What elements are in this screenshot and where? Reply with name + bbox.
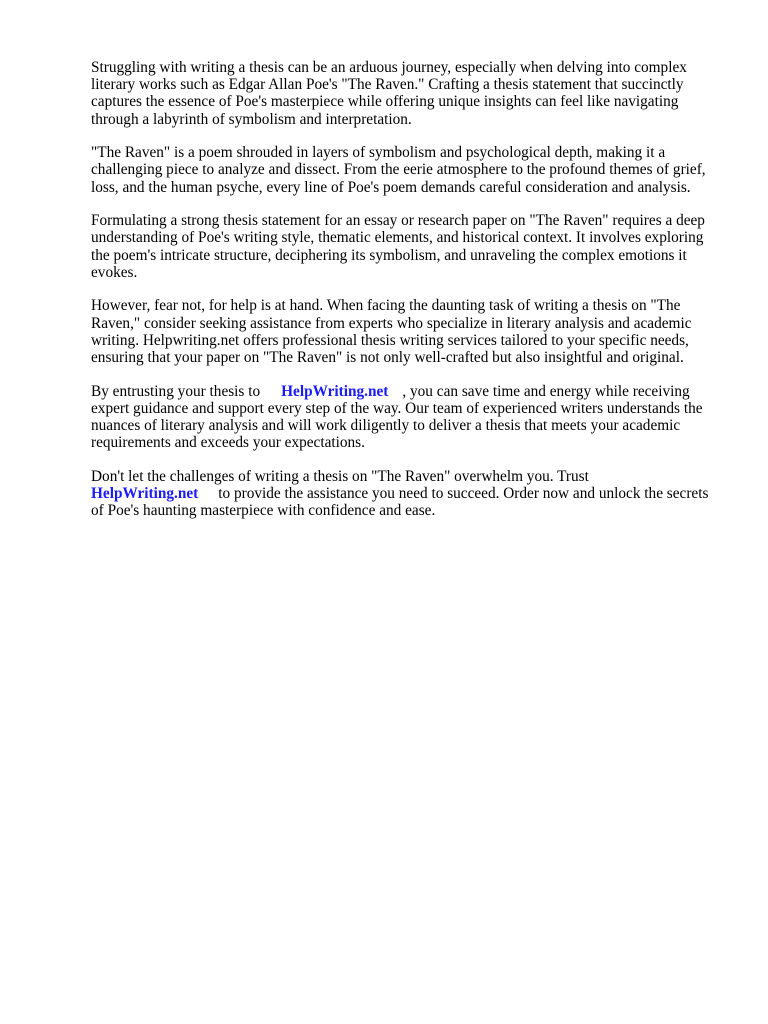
cta-text-after: to provide the assistance you need to succeed. Order now and unlock the secrets of Poe's haunting masterpiece with confidence and ease. xyxy=(91,485,709,520)
cta-text-before: Don't let the challenges of writing a thesis on "The Raven" overwhelm you. Trust xyxy=(91,467,589,485)
paragraph-raven-description: "The Raven" is a poem shrouded in layers of symbolism and psychological depth, making it a challenging piece to analyze and dissect. From the eerie atmosphere to the profound themes of grief, loss, and the human psyche, every line of Poe's poem demands careful consideration and analysis. xyxy=(91,144,706,196)
paragraph-entrust xyxy=(91,383,723,452)
paragraph-help-offer: However, fear not, for help is at hand. When facing the daunting task of writing a thesis on "The Raven," consider seeking assistance from experts who specialize in literary analysis and academic writing. Helpwriting.net offers professional thesis writing services tailored to your specific needs, ensuring that your paper on "The Raven" is not only well-crafted but also insightful and original. xyxy=(91,297,692,367)
entrust-text-after: , you can save time and energy while receiving expert guidance and support every step of the way. Our team of experienced writers understands the nuances of literary analysis and will work diligently to deliver a thesis that meets your academic requirements and exceeds your expectations. xyxy=(91,382,703,452)
paragraph-call-to-action xyxy=(91,468,723,520)
helpwriting-link[interactable]: HelpWriting.net xyxy=(281,382,389,400)
paragraph-thesis-formulation: Formulating a strong thesis statement for an essay or research paper on "The Raven" requires a deep understanding of Poe's writing style, thematic elements, and historical context. It involves exploring the poem's intricate structure, deciphering its symbolism, and unraveling the complex emotions it evokes. xyxy=(91,212,705,281)
document-body xyxy=(91,59,723,536)
helpwriting-link-cta[interactable]: HelpWriting.net xyxy=(91,485,199,503)
paragraph-intro: Struggling with writing a thesis can be an arduous journey, especially when delving into complex literary works such as Edgar Allan Poe's "The Raven." Crafting a thesis statement that succinctly captures the essence of Poe's masterpiece while offering unique insights can feel like navigating through a labyrinth of symbolism and interpretation. xyxy=(91,59,687,128)
entrust-text-before: By entrusting your thesis to xyxy=(91,382,261,400)
